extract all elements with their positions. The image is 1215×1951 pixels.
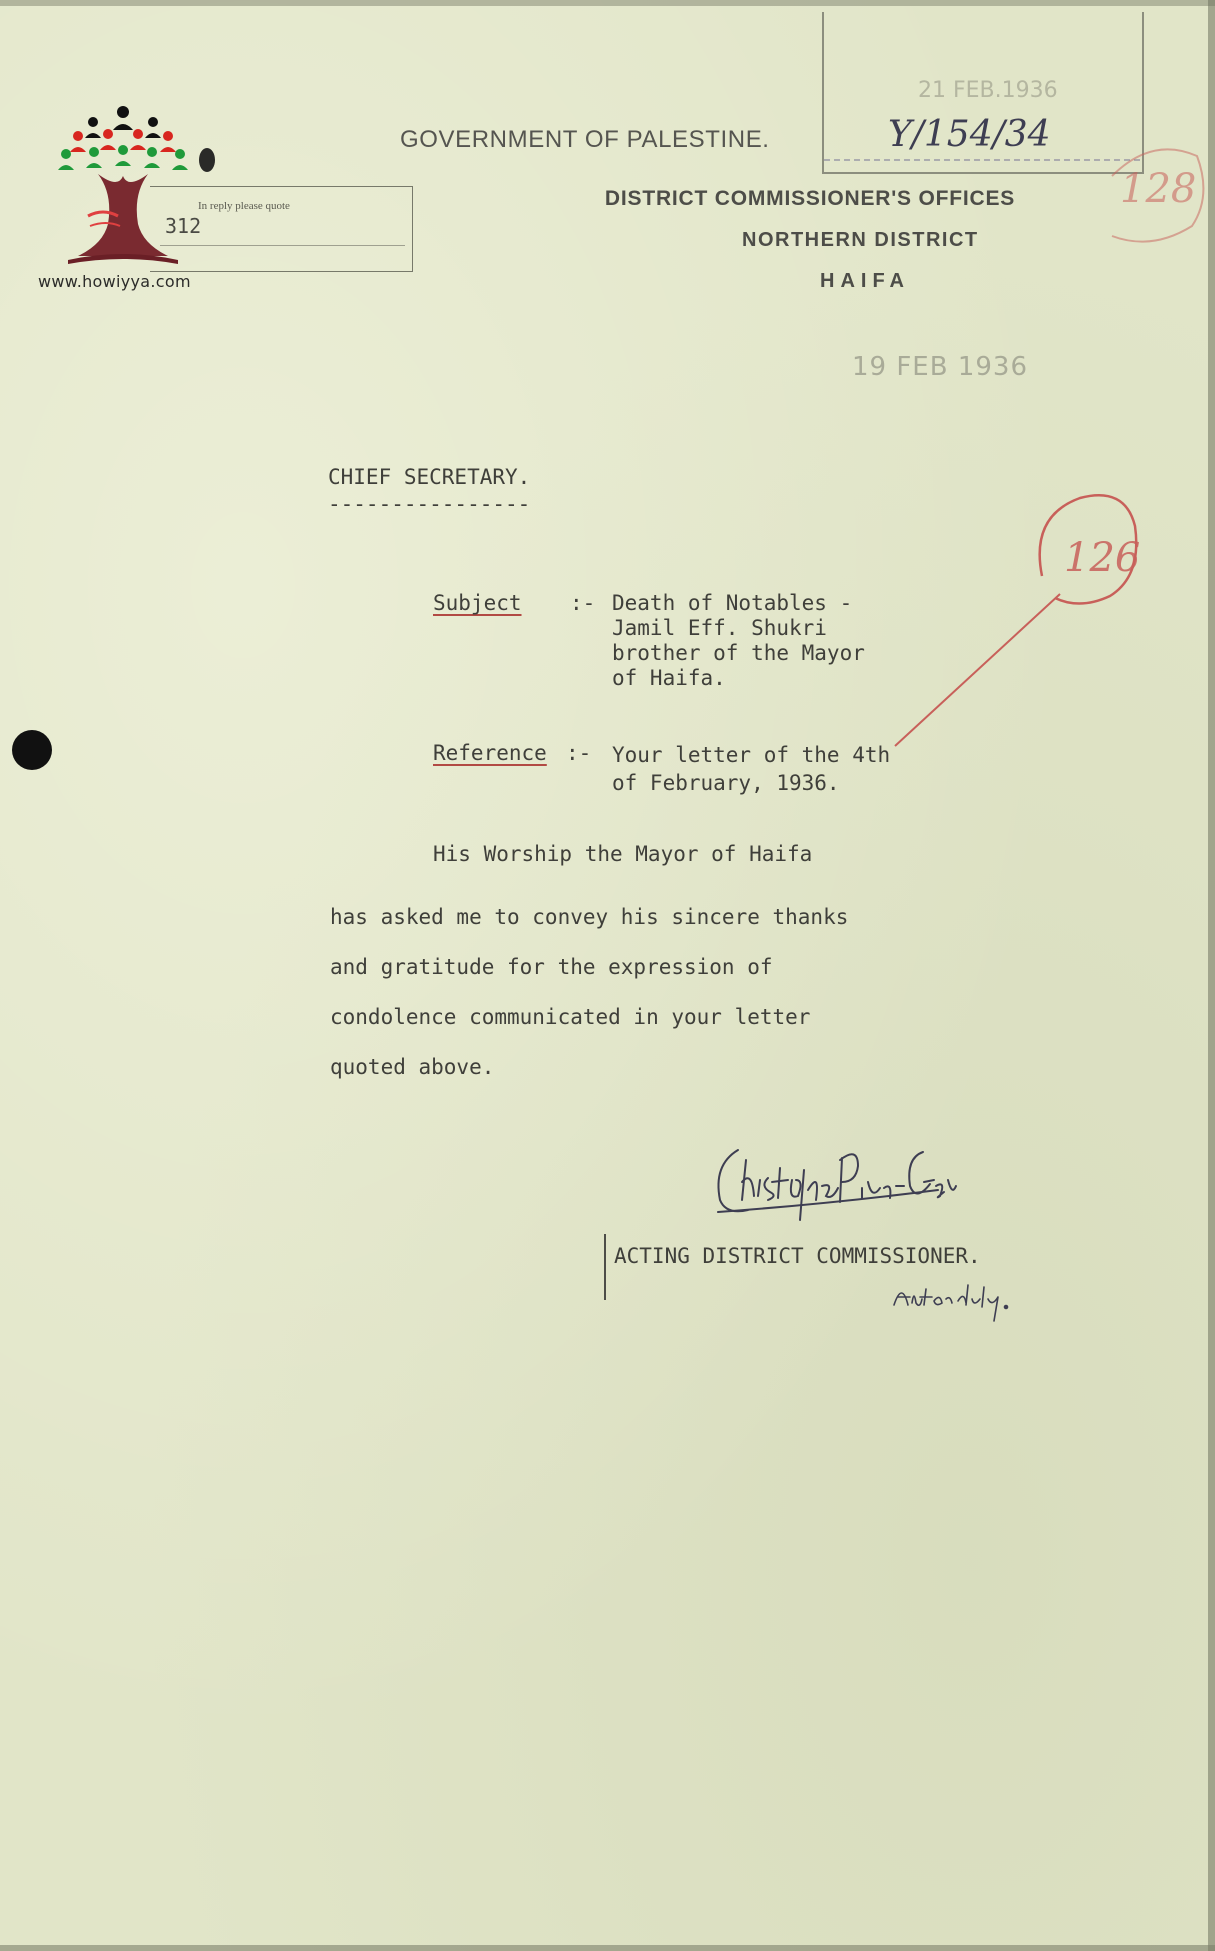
folio-number-mid: 126	[1064, 535, 1141, 581]
reply-number: 312	[165, 214, 202, 238]
reference-separator: :-	[566, 741, 592, 765]
reply-label: In reply please quote	[198, 200, 290, 212]
addressee-rule: ----------------	[328, 492, 531, 516]
folio-number-top: 128	[1120, 166, 1197, 212]
body-first-line: His Worship the Mayor of Haifa	[433, 842, 813, 866]
file-reference: Y/154/34	[888, 114, 1051, 155]
government-heading: GOVERNMENT OF PALESTINE.	[400, 126, 770, 153]
office-line-1: DISTRICT COMMISSIONER'S OFFICES	[604, 187, 1016, 210]
subject-label: Subject	[433, 591, 522, 615]
website-watermark: www.howiyya.com	[38, 272, 191, 291]
subject-separator: :-	[570, 591, 596, 615]
subject-text: Death of Notables - Jamil Eff. Shukri brother of the Mayor of Haifa.	[612, 591, 865, 690]
punch-hole-small-icon	[199, 148, 215, 172]
reference-text: Your letter of the 4th of February, 1936.	[612, 743, 891, 795]
scan-edge-top	[0, 0, 1215, 6]
addressee: CHIEF SECRETARY.	[328, 465, 531, 489]
handwritten-signature	[708, 1130, 958, 1230]
folio-circle-mid	[880, 486, 1140, 756]
scan-edge-bottom	[0, 1945, 1215, 1951]
signatory-bracket	[604, 1234, 606, 1300]
reference-label: Reference	[433, 741, 547, 765]
dispatch-date-stamp: 19 FEB 1936	[852, 352, 1029, 382]
body-paragraph: has asked me to convey his sincere thanks and gratitude for the expression of condolence communicated in your letter quoted above.	[330, 905, 849, 1079]
reply-rule	[160, 245, 405, 246]
received-date-stamp: 21 FEB.1936	[918, 78, 1058, 103]
office-line-2: NORTHERN DISTRICT	[742, 229, 979, 251]
office-line-3: HAIFA	[820, 270, 910, 292]
handwritten-initials	[888, 1275, 1018, 1325]
signatory-title: ACTING DISTRICT COMMISSIONER.	[614, 1244, 981, 1268]
punch-hole-icon	[12, 730, 52, 770]
